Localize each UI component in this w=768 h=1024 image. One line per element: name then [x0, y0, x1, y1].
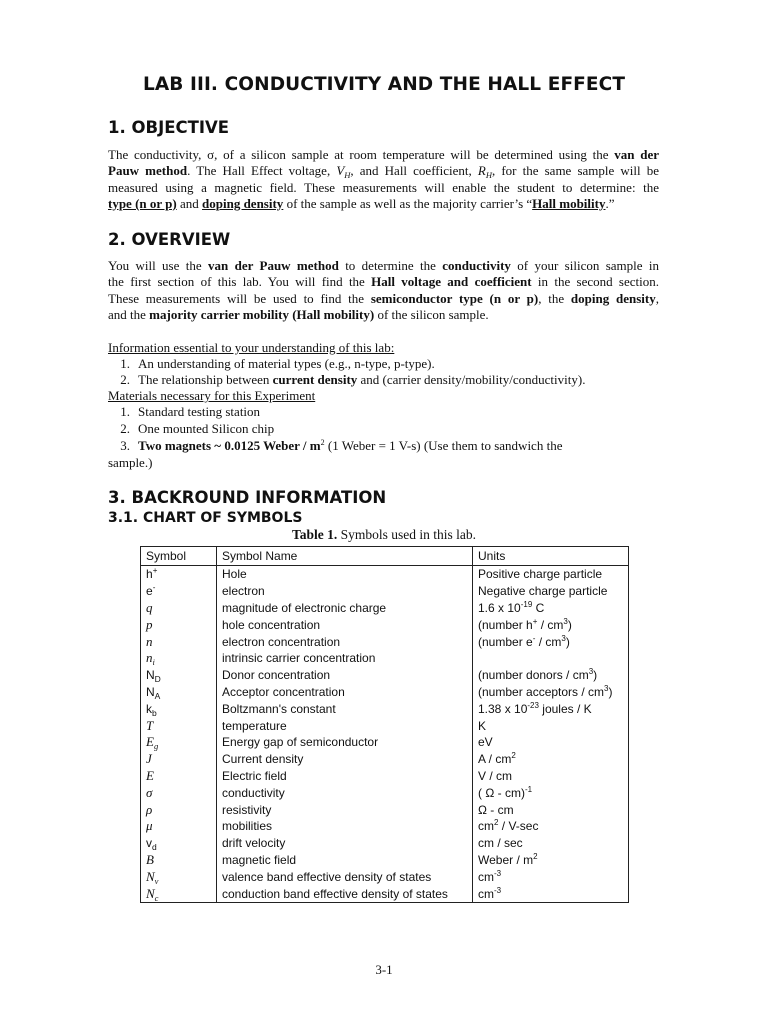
table-row: p hole concentration (number $h^+ / cm^3$): [141, 616, 629, 633]
table-row: h+ Hole Positive charge particle: [141, 566, 629, 583]
table-row: $N_v$ valence band effective density of states $cm^{-3}$: [141, 868, 629, 885]
page-number: 3-1: [375, 962, 393, 977]
page-title: LAB III. CONDUCTIVITY AND THE HALL EFFECT: [142, 74, 626, 95]
symbols-table: [140, 546, 629, 903]
materials-heading: Materials necessary for this Experiment: [108, 388, 316, 403]
table-row: T temperature K: [141, 717, 629, 734]
materials-item-3-cont: sample.): [108, 455, 153, 470]
table-header-symbol-name: Symbol Name: [217, 547, 473, 566]
table-row: $n_i$ intrinsic carrier concentration: [141, 650, 629, 667]
table-row: e- electron Negative charge particle: [141, 583, 629, 600]
table-row: q magnitude of electronic charge 1.6 x $10^{-19}$ C: [141, 600, 629, 617]
table-row: E Electric field V / cm: [141, 768, 629, 785]
subsection-heading-symbols: 3.1. CHART OF SYMBOLS: [108, 510, 303, 526]
materials-item-1: 1. Standard testing station: [120, 404, 261, 419]
table-caption: Table 1. Symbols used in this lab.: [291, 527, 477, 542]
section-heading-objective: 1. OBJECTIVE: [108, 118, 230, 137]
objective-paragraph: The conductivity, σ, of a silicon sample at room temperature will be determined using the van der Pauw method. The Hall Effect voltage, $V_H$, and Hall coefficient, $R_H$, for the same sample will be measured using a magnetic field. These measurements will enable the student to determine: the type (n or p) and doping density of the sample as well as the majority carrier’s “Hall mobility.”: [108, 147, 659, 211]
table-row: ρ resistivity Ω - cm: [141, 801, 629, 818]
materials-item-2: 2. One mounted Silicon chip: [120, 421, 275, 436]
materials-item-3: 3. Two magnets ~ 0.0125 Weber / $m^2$ (1 Weber = 1 V-s) (Use them to sandwich the: [120, 438, 563, 453]
table-row: μ mobilities $cm^2 / V-\sec$: [141, 818, 629, 835]
table-row: $k_b$ Boltzmann's constant 1.38 x $10^{-23}$ joules / K: [141, 700, 629, 717]
section-heading-background: 3. BACKROUND INFORMATION: [108, 488, 387, 507]
info-item-1: 1. An understanding of material types (e.g., n-type, p-type).: [120, 356, 435, 371]
table-row: $E_g$ Energy gap of semiconductor eV: [141, 734, 629, 751]
table-row: $N_D$ Donor concentration (number donors / $cm^3$): [141, 667, 629, 684]
table-row: $N_c$ conduction band effective density of states $cm^{-3}$: [141, 885, 629, 902]
table-row: $v_d$ drift velocity cm / sec: [141, 835, 629, 852]
overview-paragraph: You will use the van der Pauw method to determine the conductivity of your silicon sample in the first section of this lab. You will find the Hall voltage and coefficient in the second section. These measurements will be used to find the semiconductor type (n or p), the doping density, and the majority carrier mobility (Hall mobility) of the silicon sample.: [108, 258, 660, 322]
table-row: B magnetic field Weber / $m^2$: [141, 852, 629, 869]
table-row: n electron concentration (number $e^- / cm^3$): [141, 633, 629, 650]
table-row: $N_A$ Acceptor concentration (number acceptors / $cm^3$): [141, 684, 629, 701]
table-row: σ conductivity ( Ω - cm)$^{-1}$: [141, 784, 629, 801]
info-item-2: 2. The relationship between current density and (carrier density/mobility/conductivity).: [120, 372, 586, 387]
table-header-row: [141, 547, 629, 566]
info-heading: Information essential to your understanding of this lab:: [108, 340, 395, 355]
table-row: J Current density A / $cm^2$: [141, 751, 629, 768]
table-header-units: Units: [473, 547, 629, 566]
table-header-symbol: Symbol: [141, 547, 217, 566]
section-heading-overview: 2. OVERVIEW: [108, 230, 231, 249]
